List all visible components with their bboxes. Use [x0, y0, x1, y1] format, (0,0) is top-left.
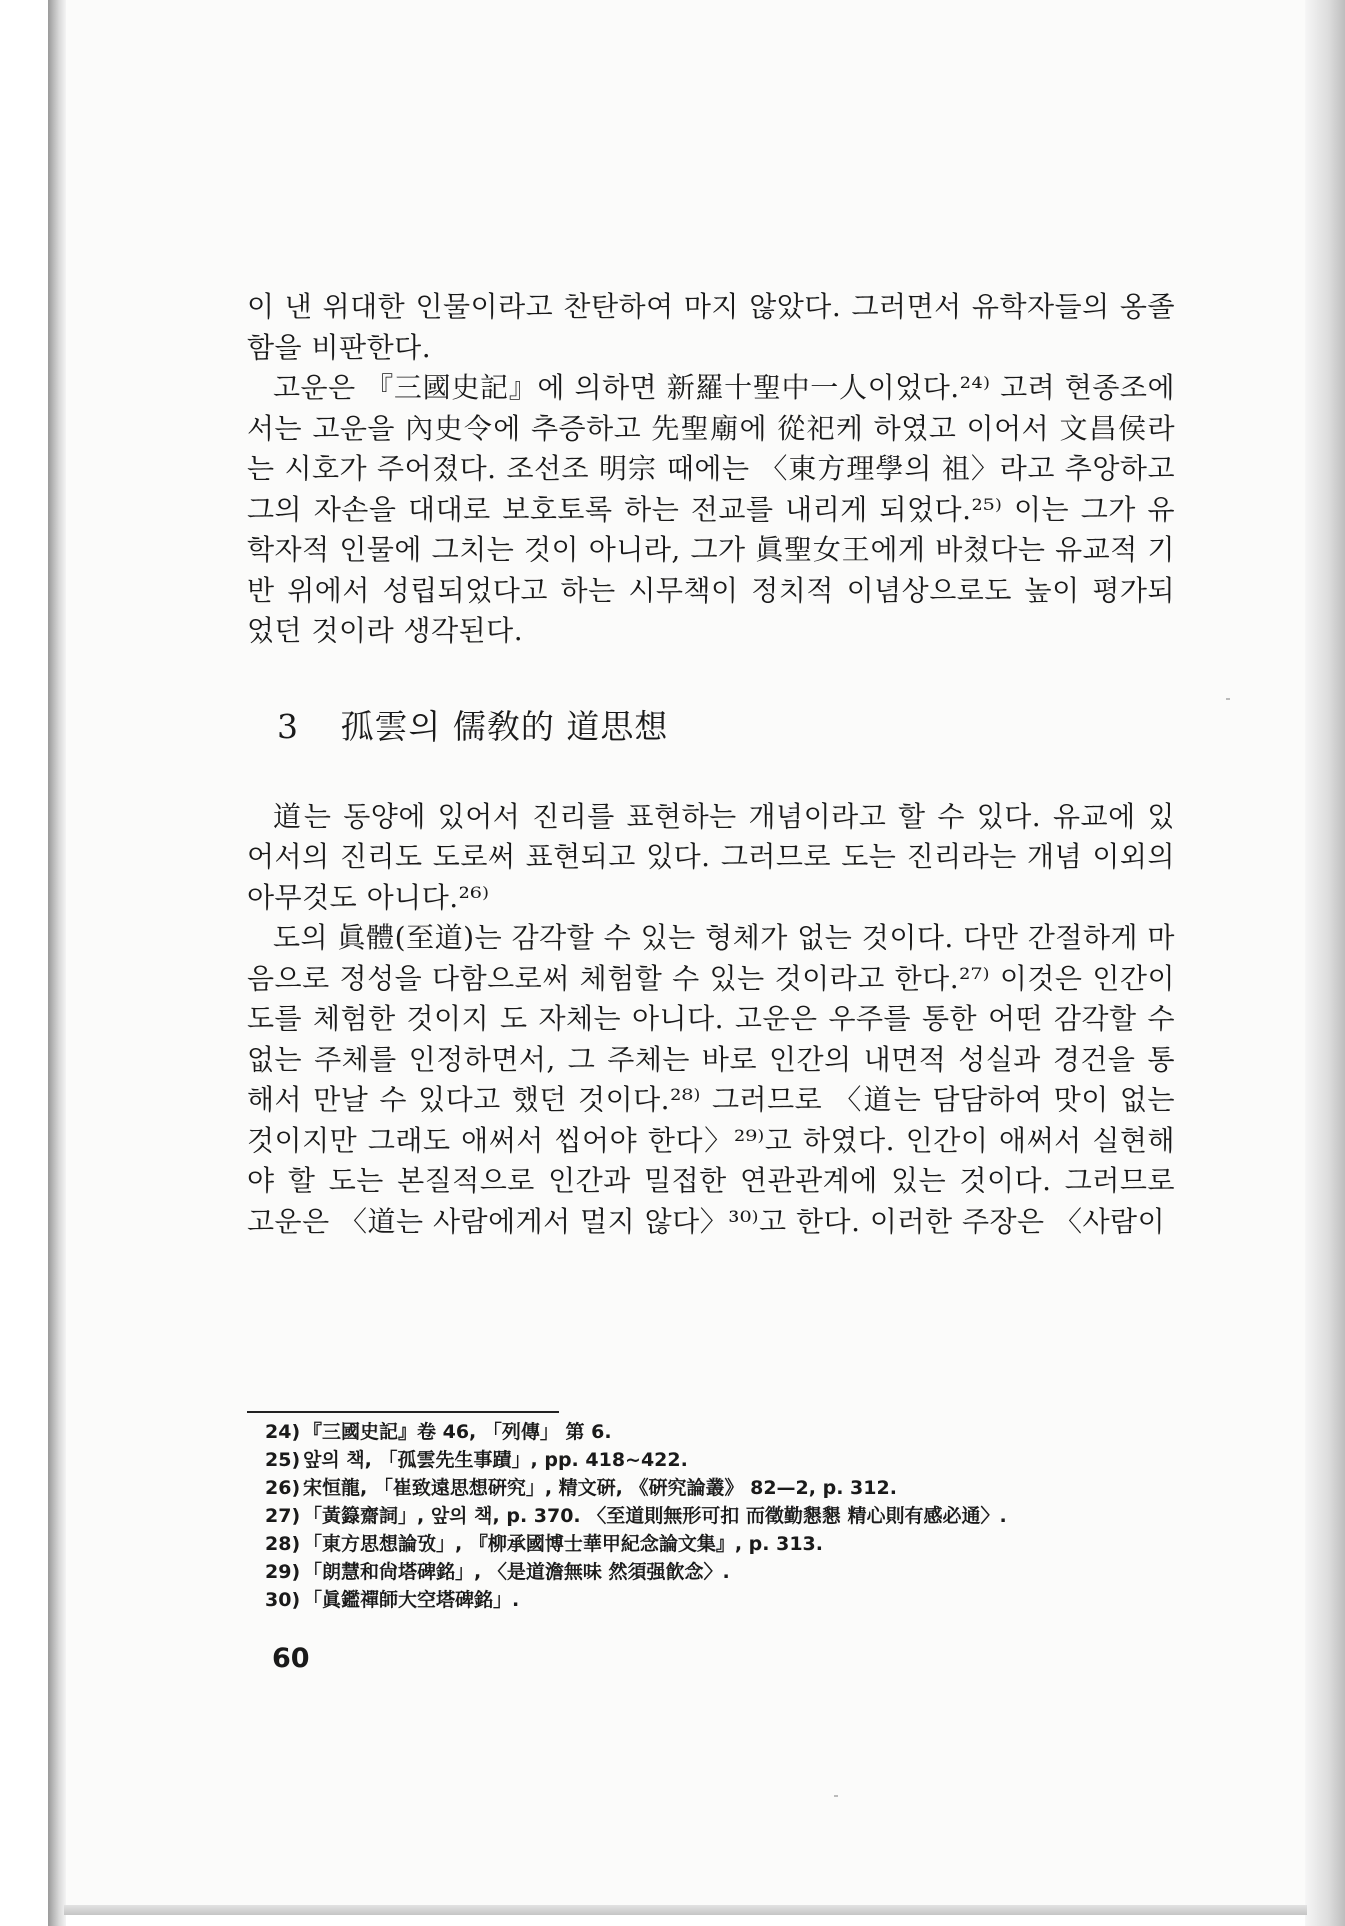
- paragraph-4: 도의 眞體(至道)는 감각할 수 있는 형체가 없는 것이다. 다만 간절하게 마음으로 정성을 다함으로써 체험할 수 있는 것이라고 한다.²⁷⁾ 이것은 인간이 도를 체험한 것이지 도 자체는 아니다. 고운은 우주를 통한 어떤 감각할 수 없는 주체를 인정하면서, 그 주체는 바로 인간의 내면적 성실과 경건을 통해서 만날 수 있다고 했던 것이다.²⁸⁾ 그러므로 〈道는 담담하여 맛이 없는 것이지만 그래도 애써서 씹어야 한다〉²⁹⁾고 하였다. 인간이 애써서 실현해야 할 도는 본질적으로 인간과 밀접한 연관관계에 있는 것이다. 그러므로 고운은 〈道는 사람에게서 멀지 않다〉³⁰⁾고 한다. 이러한 주장은 〈사람이: [247, 921, 1175, 1238]
- paper-speck: [834, 1795, 838, 1797]
- body-text: [247, 287, 1175, 1242]
- footnote-30: [265, 1586, 1185, 1614]
- section-number: 3: [277, 706, 299, 746]
- footnote-text: 앞의 책, 「孤雲先生事蹟」, pp. 418~422.: [303, 1449, 688, 1471]
- book-spine-shadow: [48, 0, 66, 1926]
- paper-speck: [1226, 698, 1230, 700]
- footnote-text: 「朗慧和尙塔碑銘」, 〈是道澹無味 然須强飮念〉.: [303, 1561, 730, 1583]
- paragraph-1: 이 낸 위대한 인물이라고 찬탄하여 마지 않았다. 그러면서 유학자들의 옹졸함을 비판한다.: [247, 290, 1175, 364]
- section-title: 孤雲의 儒敎的 道思想: [340, 706, 669, 746]
- footnotes: [265, 1418, 1185, 1614]
- page-number: 60: [272, 1643, 310, 1674]
- footnote-text: 『三國史記』卷 46, 「列傳」 第 6.: [303, 1421, 612, 1443]
- footnote-number: 28): [265, 1533, 301, 1555]
- page-edge-right: [1305, 0, 1345, 1926]
- footnote-number: 29): [265, 1561, 301, 1583]
- footnote-number: 26): [265, 1477, 301, 1499]
- footnote-25: [265, 1446, 1185, 1474]
- footnote-24: [265, 1418, 1185, 1446]
- footnote-27: [265, 1502, 1185, 1530]
- footnote-divider: [247, 1411, 559, 1413]
- footnote-text: 宋恒龍, 「崔致遠思想硏究」, 精文硏, 《硏究論叢》 82—2, p. 312.: [303, 1477, 897, 1499]
- paragraph-2: 고운은 『三國史記』에 의하면 新羅十聖中一人이었다.²⁴⁾ 고려 현종조에서는 고운을 內史令에 추증하고 先聖廟에 從祀케 하였고 이어서 文昌侯라는 시호가 주어졌다. 조선조 明宗 때에는 〈東方理學의 祖〉라고 추앙하고 그의 자손을 대대로 보호토록 하는 전교를 내리게 되었다.²⁵⁾ 이는 그가 유학자적 인물에 그치는 것이 아니라, 그가 眞聖女王에게 바쳤다는 유교적 기반 위에서 성립되었다고 하는 시무책이 정치적 이념상으로도 높이 평가되었던 것이라 생각된다.: [247, 371, 1175, 647]
- section-heading: [277, 707, 1175, 747]
- footnote-number: 24): [265, 1421, 301, 1443]
- footnote-text: 「眞鑑禪師大空塔碑銘」.: [303, 1589, 520, 1611]
- footnote-text: 「東方思想論攷」, 『柳承國博士華甲紀念論文集』, p. 313.: [303, 1533, 823, 1555]
- footnote-29: [265, 1558, 1185, 1586]
- footnote-number: 25): [265, 1449, 301, 1471]
- page-edge-bottom: [64, 1905, 1307, 1915]
- footnote-26: [265, 1474, 1185, 1502]
- footnote-number: 27): [265, 1505, 301, 1527]
- paragraph-3: 道는 동양에 있어서 진리를 표현하는 개념이라고 할 수 있다. 유교에 있어서의 진리도 도로써 표현되고 있다. 그러므로 도는 진리라는 개념 이외의 아무것도 아니다.²⁶⁾: [247, 799, 1175, 914]
- footnote-number: 30): [265, 1589, 301, 1611]
- footnote-text: 「黃籙齋詞」, 앞의 책, p. 370. 〈至道則無形可扣 而徵勤懇懇 精心則有感必通〉.: [303, 1505, 1007, 1527]
- footnote-28: [265, 1530, 1185, 1558]
